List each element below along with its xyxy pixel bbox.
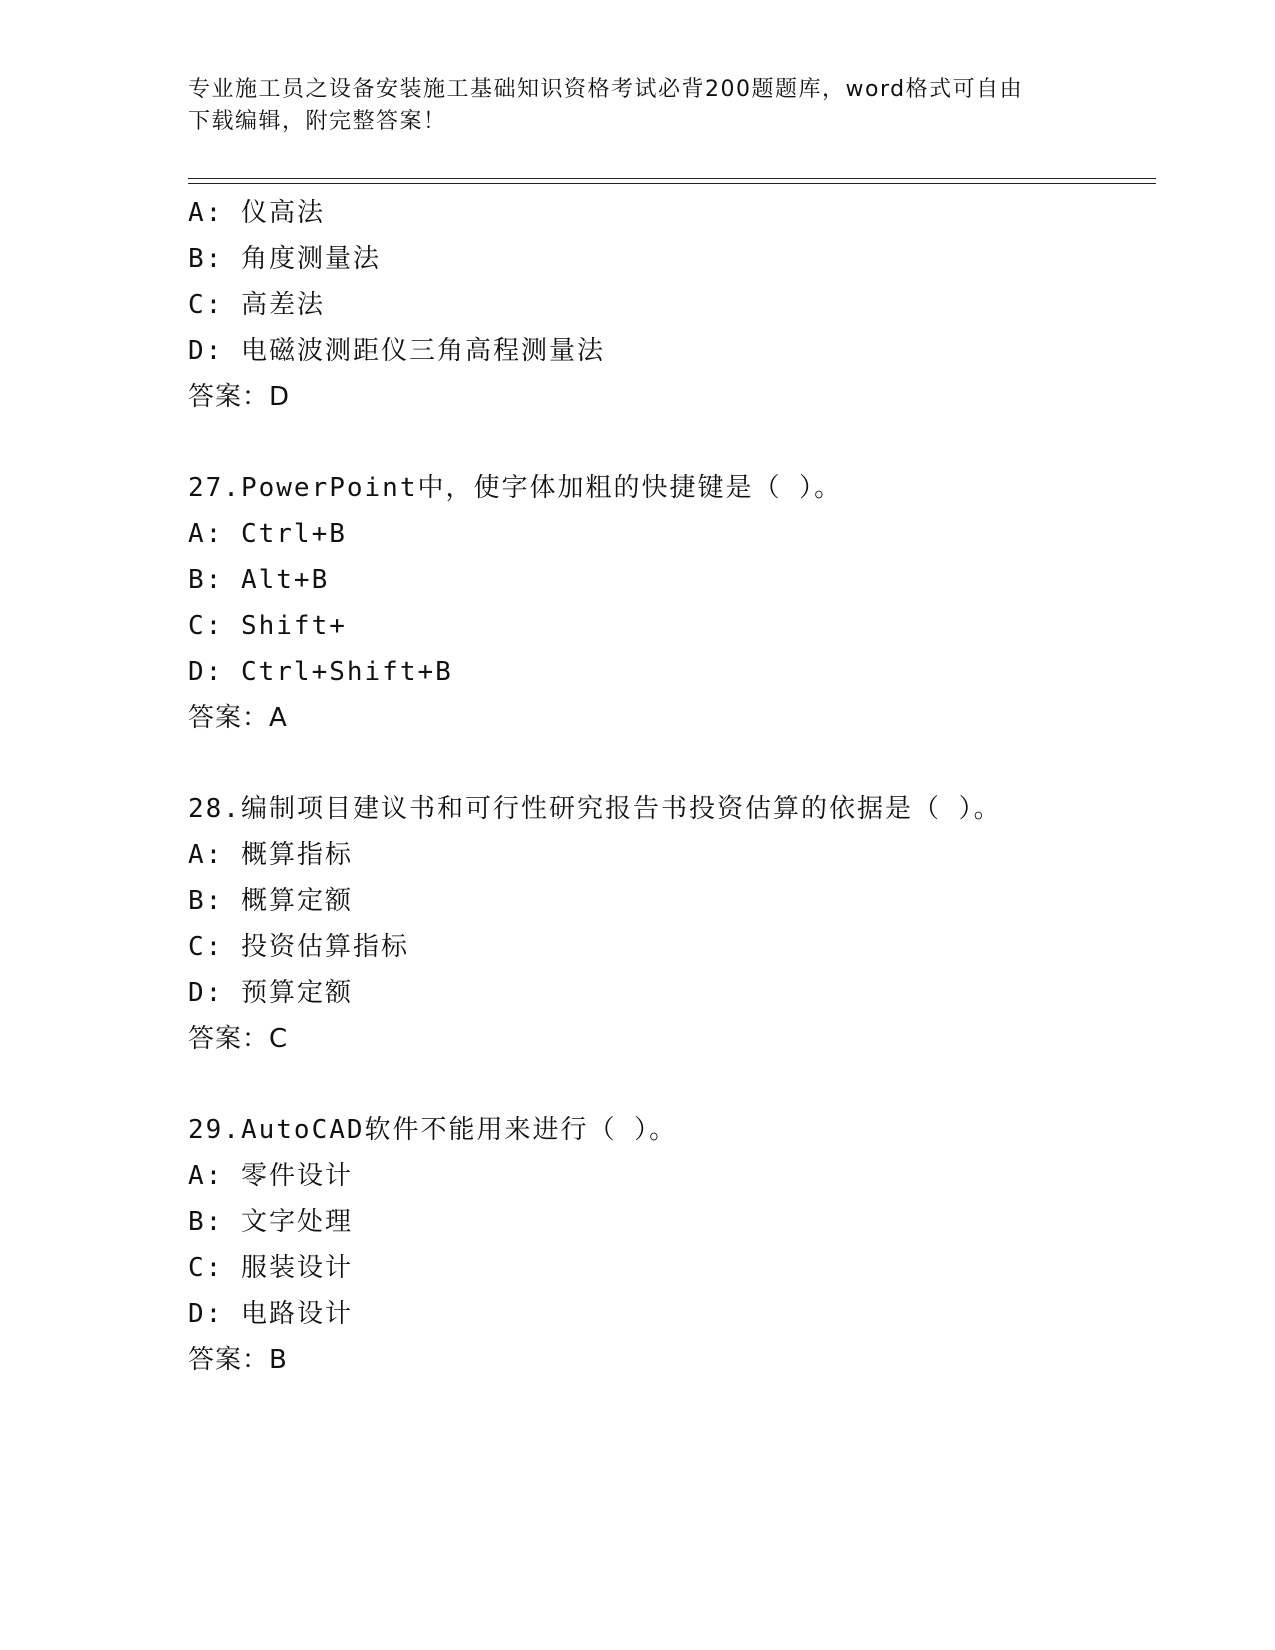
answer: 答案：D — [188, 382, 291, 412]
option-b: B: 概算定额 — [188, 886, 353, 916]
header-line-1: 专业施工员之设备安装施工基础知识资格考试必背200题题库，word格式可自由 — [188, 77, 1024, 102]
header-rule-top — [188, 178, 1156, 179]
option-c: C: Shift+ — [188, 611, 347, 641]
question-27 — [188, 465, 1148, 741]
option-b: B: Alt+B — [188, 565, 330, 595]
spacer — [188, 741, 1148, 786]
answer: 答案：C — [188, 1024, 289, 1054]
option-a: A: 仪高法 — [188, 198, 325, 228]
option-a: A: 概算指标 — [188, 840, 353, 870]
question-stem: 29.AutoCAD软件不能用来进行（ ）。 — [188, 1115, 678, 1145]
option-a: A: 零件设计 — [188, 1161, 353, 1191]
header-line-2: 下载编辑，附完整答案！ — [188, 109, 447, 134]
question-list — [188, 190, 1148, 1383]
answer: 答案：A — [188, 703, 288, 733]
header-rule-bottom — [188, 183, 1156, 184]
option-c: C: 投资估算指标 — [188, 932, 409, 962]
question-stem: 28.编制项目建议书和可行性研究报告书投资估算的依据是（ ）。 — [188, 794, 1002, 824]
question-29 — [188, 1107, 1148, 1383]
option-d: D: 预算定额 — [188, 978, 353, 1008]
option-c: C: 高差法 — [188, 290, 325, 320]
option-c: C: 服装设计 — [188, 1253, 353, 1283]
question-stem: 27.PowerPoint中，使字体加粗的快捷键是（ ）。 — [188, 473, 843, 503]
option-b: B: 文字处理 — [188, 1207, 353, 1237]
spacer — [188, 1062, 1148, 1107]
option-d: D: 电磁波测距仪三角高程测量法 — [188, 336, 605, 366]
question-28 — [188, 786, 1148, 1062]
spacer — [188, 420, 1148, 465]
document-header — [188, 74, 1088, 138]
option-d: D: Ctrl+Shift+B — [188, 657, 453, 687]
answer: 答案：B — [188, 1345, 288, 1375]
option-d: D: 电路设计 — [188, 1299, 353, 1329]
option-b: B: 角度测量法 — [188, 244, 381, 274]
question-26 — [188, 190, 1148, 420]
option-a: A: Ctrl+B — [188, 519, 347, 549]
